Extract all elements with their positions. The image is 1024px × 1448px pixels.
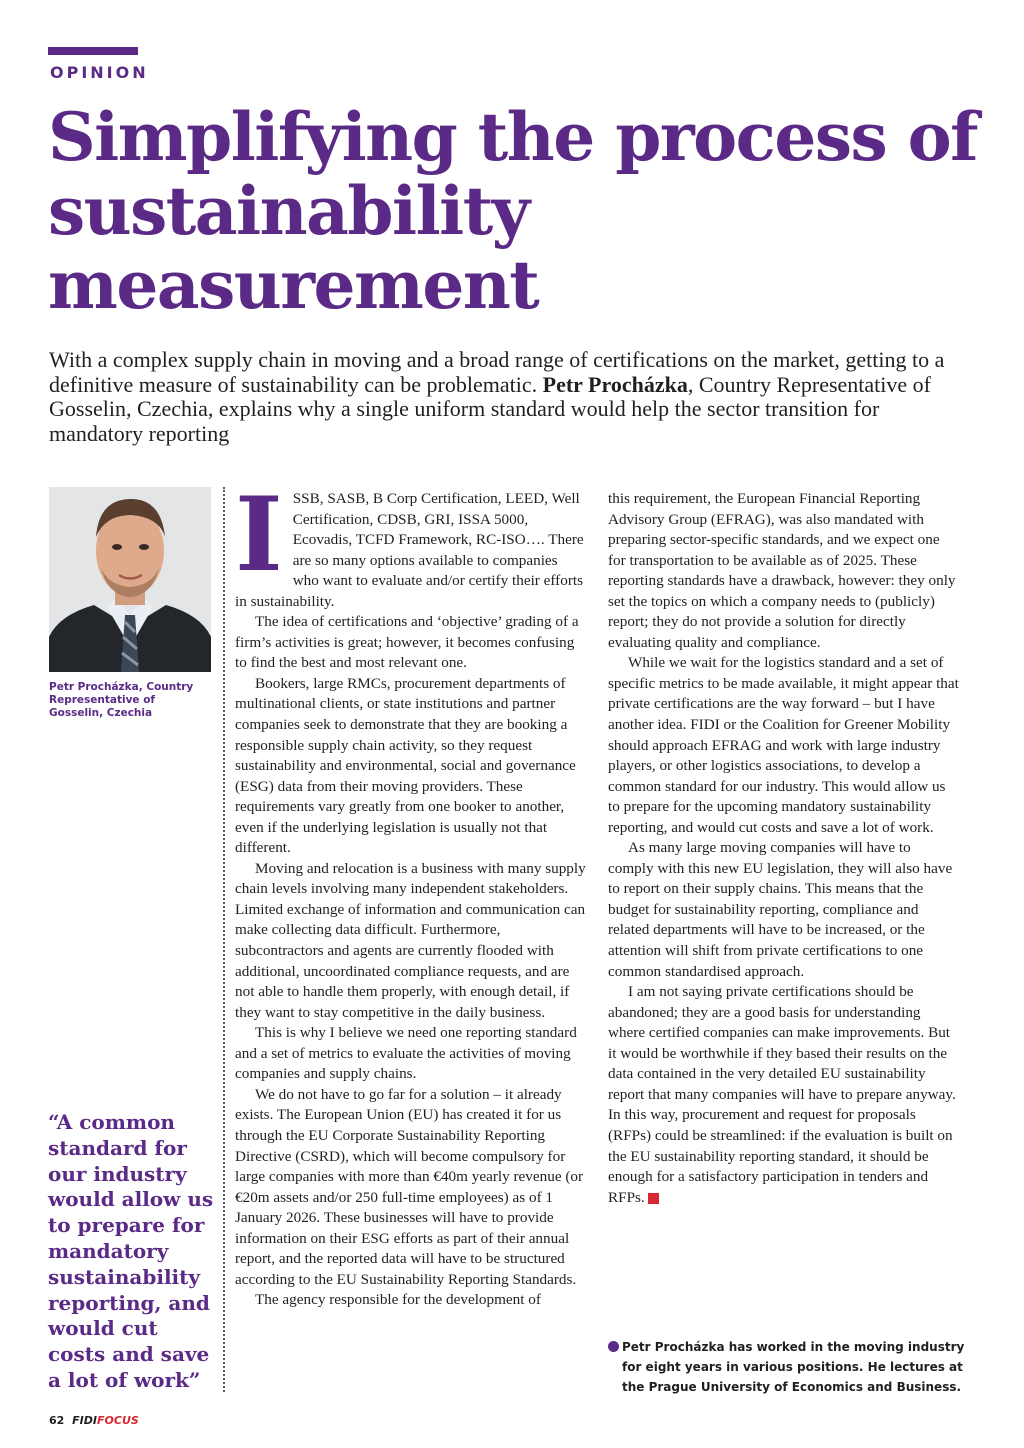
article-paragraph: Moving and relocation is a business with many supply chain levels involving many independent stakeholders. Limited exchange of information and communication can make collecting data difficult. Furthermore, subcontractors and agents are currently flooded with additional, uncoordinated compliance requests, and are not able to handle them properly, with enough detail, if they want to stay competitive in the daily business. <box>235 859 586 1021</box>
author-bio-text: Petr Procházka has worked in the moving industry for eight years in various positions. He lectures at the Prague University of Economics and Business. <box>622 1340 965 1394</box>
article-paragraph: Bookers, large RMCs, procurement departments of multinational clients, or state institutions and partner companies seek to demonstrate that they are booking a responsible supply chain activity, so they request sustainability and environmental, social and governance (ESG) data from their moving providers. These requirements vary greatly from one booker to another, even if the underlying legislation is usually not that different. <box>235 674 576 857</box>
article-column-2 <box>608 489 960 1208</box>
standfirst-author: Petr Procházka <box>542 371 688 397</box>
article-paragraph <box>608 982 960 1208</box>
author-bio <box>606 1337 966 1397</box>
article-paragraph: This is why I believe we need one reporting standard and a set of metrics to evaluate the activities of moving companies and supply chains. <box>235 1024 577 1083</box>
article-paragraph: The agency responsible for the development of <box>255 1291 541 1309</box>
page-number: 62 <box>49 1414 65 1427</box>
standfirst-text-2: , Country Representative of Gosselin, Czechia, explains why a single uniform standard would help the sector transition for mandatory reporting <box>49 371 931 446</box>
article-paragraph: The idea of certifications and ‘objective’ grading of a firm’s activities is great; however, it becomes confusing to find the best and most relevant one. <box>235 613 579 672</box>
article-paragraph: this requirement, the European Financial Reporting Advisory Group (EFRAG), was also mandated with preparing sector-specific standards, and we expect one for transportation to be available as of 2025. These reporting standards have a drawback, however: they only set the topics on which a company needs to (publicly) report; they do not provide a solution for directly evaluating quality and compliance. <box>608 490 956 651</box>
end-mark-icon: FF <box>648 1193 659 1204</box>
paragraph-text: SSB, SASB, B Corp Certification, LEED, Well Certification, CDSB, GRI, ISSA 5000, Ecovadis, TCFD Framework, RC-ISO…. There are so many options available to companies who want to evaluate and/or certify their efforts in sustainability. <box>235 490 584 610</box>
paragraph-text: I am not saying private certifications should be abandoned; they are a good basis for understanding where certified companies can make improvements. But it would be worthwhile if they based their results on the data contained in the very detailed EU sustainability report that many companies will have to prepare anyway. In this way, procurement and request for proposals (RFPs) could be streamlined: if the evaluation is built on the EU sustainability reporting standard, it should be enough for a satisfactory participation in tenders and RFPs. <box>608 983 956 1206</box>
standfirst <box>49 348 969 446</box>
article-paragraph: As many large moving companies will have to comply with this new EU legislation, they will also have to report on their supply chains. This means that the budget for sustainability reporting, compliance and related departments will have to be increased, or the attention will shift from private certifications to one common standardised approach. <box>608 839 953 980</box>
drop-cap: I <box>235 475 283 595</box>
article-paragraph: We do not have to go far for a solution – it already exists. The European Union (EU) has created it for us through the EU Corporate Sustainability Reporting Directive (CSRD), which will become compulsory for large companies with more than €40m yearly revenue (or €20m assets and/or 250 full-time employees) as of 1 January 2026. These businesses will have to provide information on their ESG efforts as part of their annual report, and the reported data will have to be structured according to the EU Sustainability Reporting Standards. <box>235 1085 584 1288</box>
column-divider <box>223 487 225 1392</box>
article-paragraph <box>235 475 587 612</box>
article-title: Simplifying the process of sustainability measurement <box>48 98 978 324</box>
brand-logo-part1: FIDI <box>72 1414 97 1427</box>
author-photo <box>49 487 211 672</box>
brand-logo-part2: FOCUS <box>97 1414 139 1427</box>
pull-quote: “A common standard for our industry would allow us to prepare for mandatory sustainability reporting, and would cut costs and save a lot of work” <box>48 1110 214 1392</box>
section-label: OPINION <box>50 63 149 82</box>
photo-caption: Petr Procházka, Country Representative of Gosselin, Czechia <box>49 681 194 719</box>
article-column-1 <box>235 475 587 1311</box>
bullet-dot-icon <box>608 1341 619 1352</box>
section-accent-bar <box>48 47 138 55</box>
standfirst-text-1: With a complex supply chain in moving and a broad range of certifications on the market, getting to a definitive measure of sustainability can be problematic. <box>49 347 945 397</box>
page-footer <box>49 1414 139 1427</box>
article-paragraph: While we wait for the logistics standard and a set of specific metrics to be made available, it might appear that private certifications are the way forward – but I have another idea. FIDI or the Coalition for Greener Mobility should approach EFRAG and work with large industry players, or other logistics associations, to develop a common standard for our industry. This would allow us to prepare for the upcoming mandatory sustainability reporting, and would cut costs and save a lot of work. <box>608 654 959 836</box>
